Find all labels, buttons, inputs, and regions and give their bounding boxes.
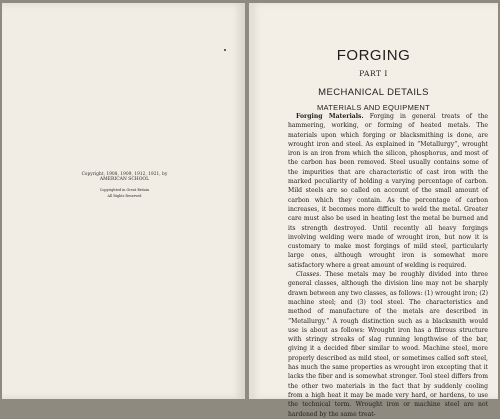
paragraph-lead: Forging Materials. xyxy=(296,113,364,120)
copyright-line-4: All Rights Reserved xyxy=(107,194,142,198)
body-text xyxy=(288,112,488,419)
paragraph-text: Forging in general treats of the hammering, working, or forming of heated metals. The materials upon which forging or blacksmithing is done, are wrought iron and steel. As explained in “Metallurgy”, wrought iron is an iron from which the silicon, phosphorus, and most of the carbon has been removed. Steel usually contains some of the impurities that are characteristic of cast iron with the marked peculiarity of holding a varying percentage of carbon. Mild steels are so called on account of the small amount of carbon which they contain. As the percentage of carbon increases, it becomes more difficult to weld the metal. Greater care must also be used in heating lest the metal be burned and its strength destroyed. Until recently all heavy forgings involving welding were made of wrought iron, but now it is customary to make most forgings of mild steel, particularly large ones, although wrought iron is somewhat more satisfactory where a great amount of welding is required. xyxy=(288,113,489,269)
chapter-title: FORGING xyxy=(336,47,411,64)
paragraph-classes xyxy=(288,270,488,419)
paragraph-forging-materials xyxy=(288,112,488,270)
left-page xyxy=(2,3,245,399)
paragraph-lead: Classes. xyxy=(296,271,322,279)
ink-speck xyxy=(224,49,226,51)
part-label: PART I xyxy=(359,69,388,78)
copyright-line-1: Copyright, 1908, 1909, 1912, 1921, by xyxy=(81,171,168,176)
paragraph-text: These metals may be roughly divided into three general classes, although the division line may not be sharply drawn between any two classes, as follows: (1) wrought iron; (2) machine steel; and (3) tool steel. The characteristics and method of manufacture of the metals are described in “Metallurgy.” A rough distinction such as a blacksmith would use is about as follows: Wrought iron has a fibrous structure with stringy streaks of slag running lengthwise of the bar, giving it a decided fiber similar to wood. Machine steel, more properly described as mild steel, or sometimes called soft steel, has much the same properties as wrought iron excepting that it lacks the fiber and is somewhat stronger. Tool steel differs from the other two materials in the fact that by suddenly cooling from a high heat it may be made very hard, or hardens, to use the technical term. Wrought iron or machine steel are not hardened by the same treat- xyxy=(288,271,489,418)
copyright-line-2: AMERICAN SCHOOL xyxy=(99,177,150,182)
copyright-notice xyxy=(72,171,177,199)
section-heading: MATERIALS AND EQUIPMENT xyxy=(316,103,431,112)
copyright-line-3: Copyrighted in Great Britain xyxy=(99,188,150,192)
chapter-subtitle: MECHANICAL DETAILS xyxy=(318,87,429,98)
